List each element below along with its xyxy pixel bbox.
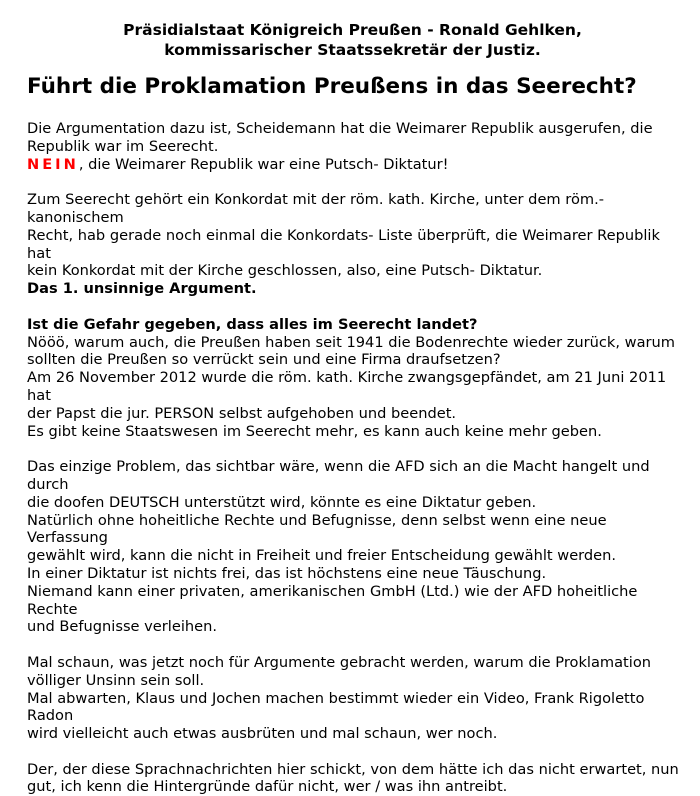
text-line: Das einzige Problem, das sichtbar wäre, wenn die AFD sich an die Macht hangelt und durch xyxy=(27,458,650,493)
nein-emphasis: NEIN xyxy=(27,155,79,173)
text-fragment: , die Weimarer Republik war eine Putsch- Diktatur! xyxy=(78,155,449,173)
paragraph-4 xyxy=(27,458,682,636)
text-line: Niemand kann einer privaten, amerikanischen GmbH (Ltd.) wie der AFD hoheitliche Rechte xyxy=(27,582,638,618)
text-line: völliger Unsinn sein soll. xyxy=(27,671,205,689)
text-line: die doofen DEUTSCH unterstützt wird, könnte es eine Diktatur geben. xyxy=(27,493,537,511)
page-title: Führt die Proklamation Preußens in das Seerecht? xyxy=(27,74,637,99)
header-line-1: Präsidialstaat Königreich Preußen - Ronald Gehlken, xyxy=(123,21,582,39)
text-line: Zum Seerecht gehört ein Konkordat mit der röm. kath. Kirche, unter dem röm.- kanonischem xyxy=(27,191,605,226)
text-line: Nööö, warum auch, die Preußen haben seit 1941 die Bodenrechte wieder zurück, warum xyxy=(27,333,675,351)
paragraph-5 xyxy=(27,654,682,743)
document-page xyxy=(27,20,682,796)
text-line: Am 26 November 2012 wurde die röm. kath. Kirche zwangsgepfändet, am 21 Juni 2011 hat xyxy=(27,369,667,404)
text-line: Die Argumentation dazu ist, Scheidemann hat die Weimarer Republik ausgerufen, die xyxy=(27,120,653,137)
document-body xyxy=(27,120,682,796)
text-line: Recht, hab gerade noch einmal die Konkordats- Liste überprüft, die Weimarer Republik hat xyxy=(27,226,660,262)
text-line: der Papst die jur. PERSON selbst aufgehoben und beendet. xyxy=(27,404,457,422)
paragraph-1 xyxy=(27,120,682,173)
text-line: wird vielleicht auch etwas ausbrüten und mal schaun, wer noch. xyxy=(27,725,498,743)
text-line: Mal abwarten, Klaus und Jochen machen bestimmt wieder ein Video, Frank Rigoletto Radon xyxy=(27,689,645,725)
text-line: gewählt wird, kann die nicht in Freiheit und freier Entscheidung gewählt werden. xyxy=(27,547,617,565)
text-line: Mal schaun, was jetzt noch für Argumente gebracht werden, warum die Proklamation xyxy=(27,653,652,671)
text-line: Natürlich ohne hoheitliche Rechte und Befugnisse, denn selbst wenn eine neue Verfassung xyxy=(27,511,607,547)
text-line: und Befugnisse verleihen. xyxy=(27,618,217,636)
header-line-2: kommissarischer Staatssekretär der Justiz. xyxy=(164,41,541,59)
text-line-with-emphasis xyxy=(27,156,682,174)
text-line: Republik war im Seerecht. xyxy=(27,137,219,155)
text-line: Der, der diese Sprachnachrichten hier schickt, von dem hätte ich das nicht erwartet, nun xyxy=(27,760,679,778)
text-line: kein Konkordat mit der Kirche geschlossen, also, eine Putsch- Diktatur. xyxy=(27,262,543,280)
document-header xyxy=(25,20,680,60)
paragraph-2 xyxy=(27,191,682,298)
bold-statement: Das 1. unsinnige Argument. xyxy=(27,280,257,298)
paragraph-3 xyxy=(27,316,682,441)
text-line: In einer Diktatur ist nichts frei, das ist höchstens eine neue Täuschung. xyxy=(27,564,547,582)
text-line: sollten die Preußen so verrückt sein und eine Firma draufsetzen? xyxy=(27,351,501,369)
paragraph-6 xyxy=(27,761,682,796)
text-line: gut, ich kenn die Hintergründe dafür nicht, wer / was ihn antreibt. xyxy=(27,778,508,796)
text-line: Es gibt keine Staatswesen im Seerecht mehr, es kann auch keine mehr geben. xyxy=(27,422,602,440)
section-question: Ist die Gefahr gegeben, dass alles im Seerecht landet? xyxy=(27,315,478,333)
